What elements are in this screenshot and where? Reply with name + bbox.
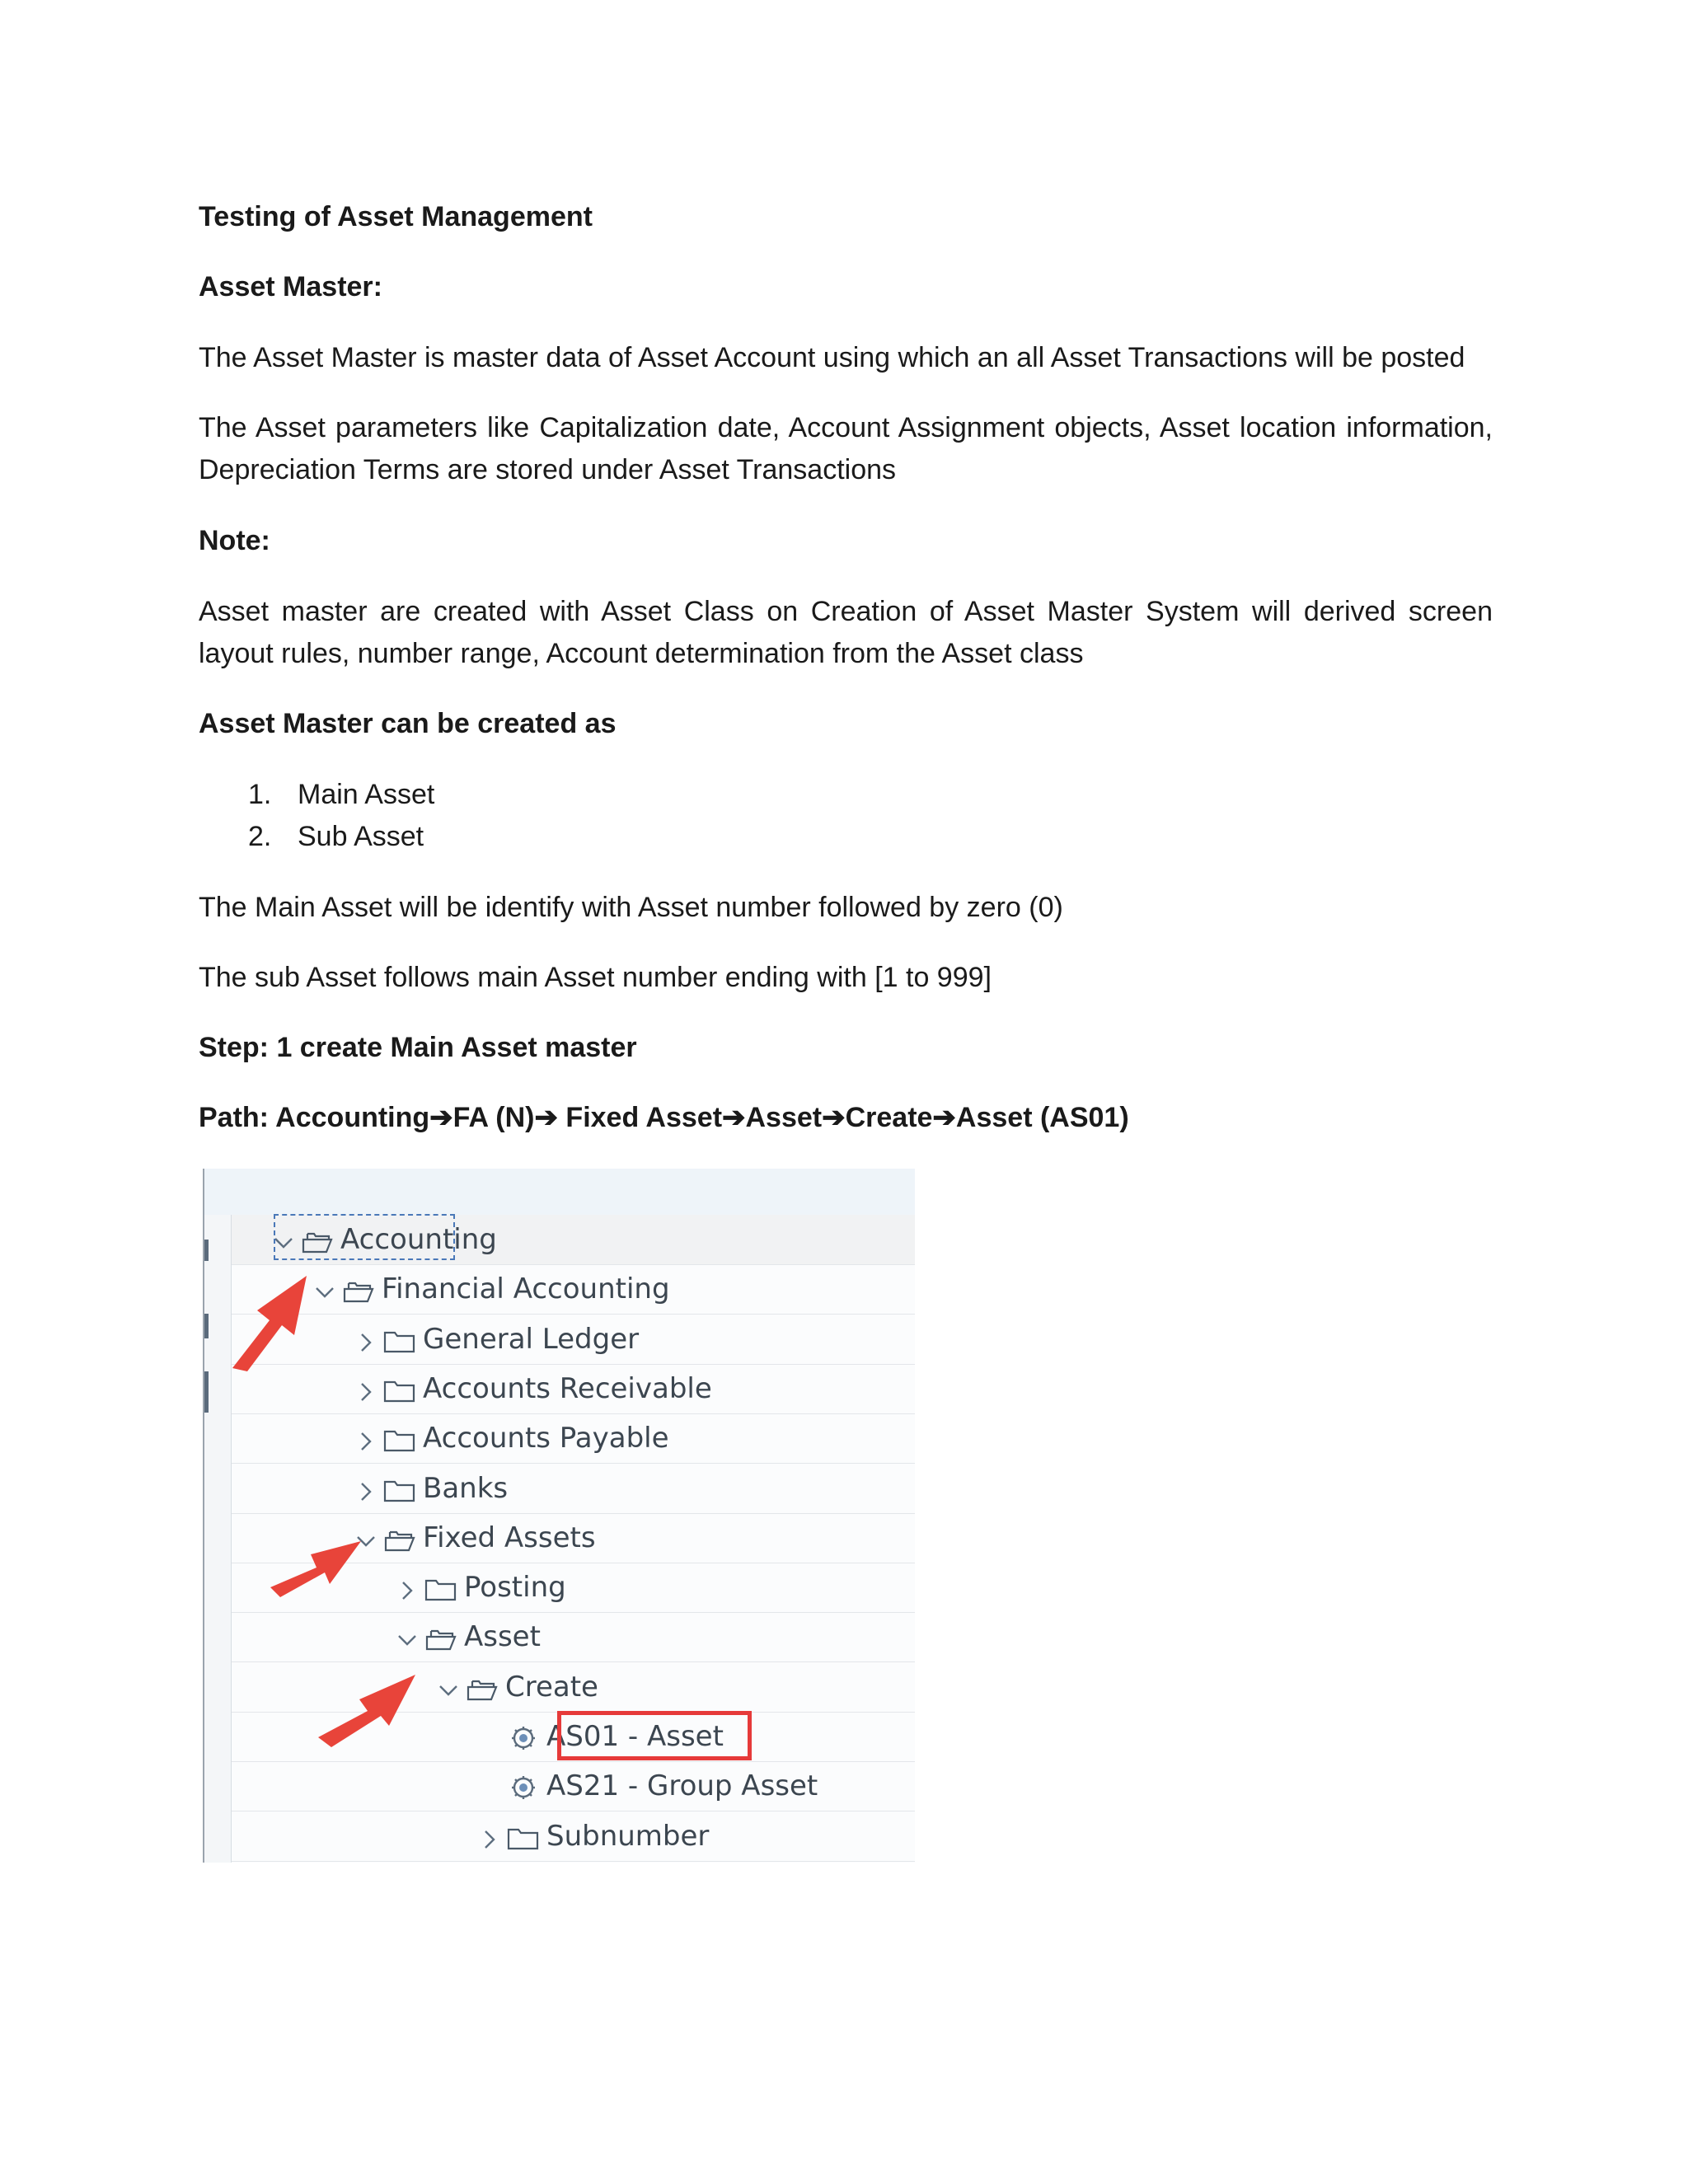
arrow-icon [313, 1668, 420, 1750]
menu-path: Path: Accounting➔FA (N)➔ Fixed Asset➔Asset➔Create➔Asset (AS01) [199, 1102, 1129, 1133]
chevron-right-icon[interactable] [355, 1477, 377, 1498]
sub-asset-paragraph: The sub Asset follows main Asset number ending with [1 to 999] [199, 962, 992, 993]
focus-outline [274, 1214, 455, 1260]
open-folder-icon [466, 1675, 499, 1702]
transaction-icon [507, 1774, 540, 1801]
tree-item-label: Fixed Assets [423, 1521, 596, 1554]
tree-item-label: General Ledger [423, 1322, 640, 1356]
created-as-heading: Asset Master can be created as [199, 708, 617, 739]
asset-master-description: The Asset Master is master data of Asset Account using which an all Asset Transactions will be posted [199, 342, 1465, 373]
tree-item-accounts-receivable[interactable] [232, 1364, 915, 1414]
asset-master-heading: Asset Master: [199, 271, 382, 302]
tree-item-subnumber[interactable] [232, 1811, 915, 1862]
list-item: Sub Asset [298, 821, 424, 852]
list-item-number: 2. [248, 821, 272, 852]
open-folder-icon [342, 1277, 375, 1304]
chevron-down-icon[interactable] [314, 1277, 335, 1299]
chevron-right-icon[interactable] [396, 1576, 418, 1597]
folder-icon [424, 1576, 457, 1602]
panel-header-bar [204, 1169, 915, 1216]
tree-item-label: Banks [423, 1471, 509, 1505]
highlight-box [557, 1711, 752, 1760]
tree-item-label: Accounts Payable [423, 1422, 669, 1455]
open-folder-icon [383, 1526, 416, 1553]
asset-parameters-paragraph: The Asset parameters like Capitalization date, Account Assignment objects, Asset location information, Depreciation Terms are stored under Asset Transactions [199, 412, 1493, 485]
document-title: Testing of Asset Management [199, 201, 593, 232]
tree-item-as21-group-asset[interactable] [232, 1761, 915, 1811]
tree-item-label: Accounting [340, 1223, 497, 1256]
tree-item-general-ledger[interactable] [232, 1315, 915, 1365]
main-asset-paragraph: The Main Asset will be identify with Asset number followed by zero (0) [199, 892, 1063, 923]
tree-item-label: AS01 - Asset [546, 1720, 724, 1753]
tree-item-label: Subnumber [546, 1819, 710, 1853]
folder-icon [383, 1377, 416, 1404]
arrow-icon [265, 1530, 364, 1604]
folder-icon [507, 1825, 540, 1851]
gutter-mark [204, 1240, 209, 1261]
folder-icon [383, 1427, 416, 1453]
chevron-right-icon[interactable] [355, 1328, 377, 1349]
list-item-number: 1. [248, 779, 272, 810]
step-heading: Step: 1 create Main Asset master [199, 1032, 637, 1063]
note-heading: Note: [199, 525, 270, 556]
tree-item-label: Asset [464, 1620, 541, 1654]
folder-icon [383, 1477, 416, 1503]
tree-item-label: Create [505, 1670, 598, 1704]
tree-item-asset[interactable] [232, 1612, 915, 1662]
tree-item-banks[interactable] [232, 1464, 915, 1514]
gutter-mark [204, 1371, 209, 1413]
tree-item-financial-accounting[interactable] [232, 1264, 915, 1315]
transaction-icon [507, 1725, 540, 1751]
arrow-icon [224, 1269, 315, 1376]
tree-item-accounts-payable[interactable] [232, 1413, 915, 1464]
open-folder-icon [424, 1625, 457, 1652]
tree-item-label: Accounts Receivable [423, 1371, 712, 1405]
list-item: Main Asset [298, 779, 435, 810]
tree-item-label: Financial Accounting [382, 1272, 670, 1306]
folder-icon [383, 1328, 416, 1354]
chevron-right-icon[interactable] [355, 1427, 377, 1448]
chevron-down-icon[interactable] [438, 1675, 459, 1697]
chevron-right-icon[interactable] [355, 1377, 377, 1399]
note-paragraph: Asset master are created with Asset Class on Creation of Asset Master System will derived screen layout rules, number range, Account determination from the Asset class [199, 596, 1493, 669]
gutter-mark [204, 1314, 209, 1338]
chevron-down-icon[interactable] [396, 1625, 418, 1647]
tree-item-label: Posting [464, 1571, 566, 1605]
tree-item-label: AS21 - Group Asset [546, 1769, 818, 1803]
chevron-right-icon[interactable] [479, 1825, 500, 1846]
